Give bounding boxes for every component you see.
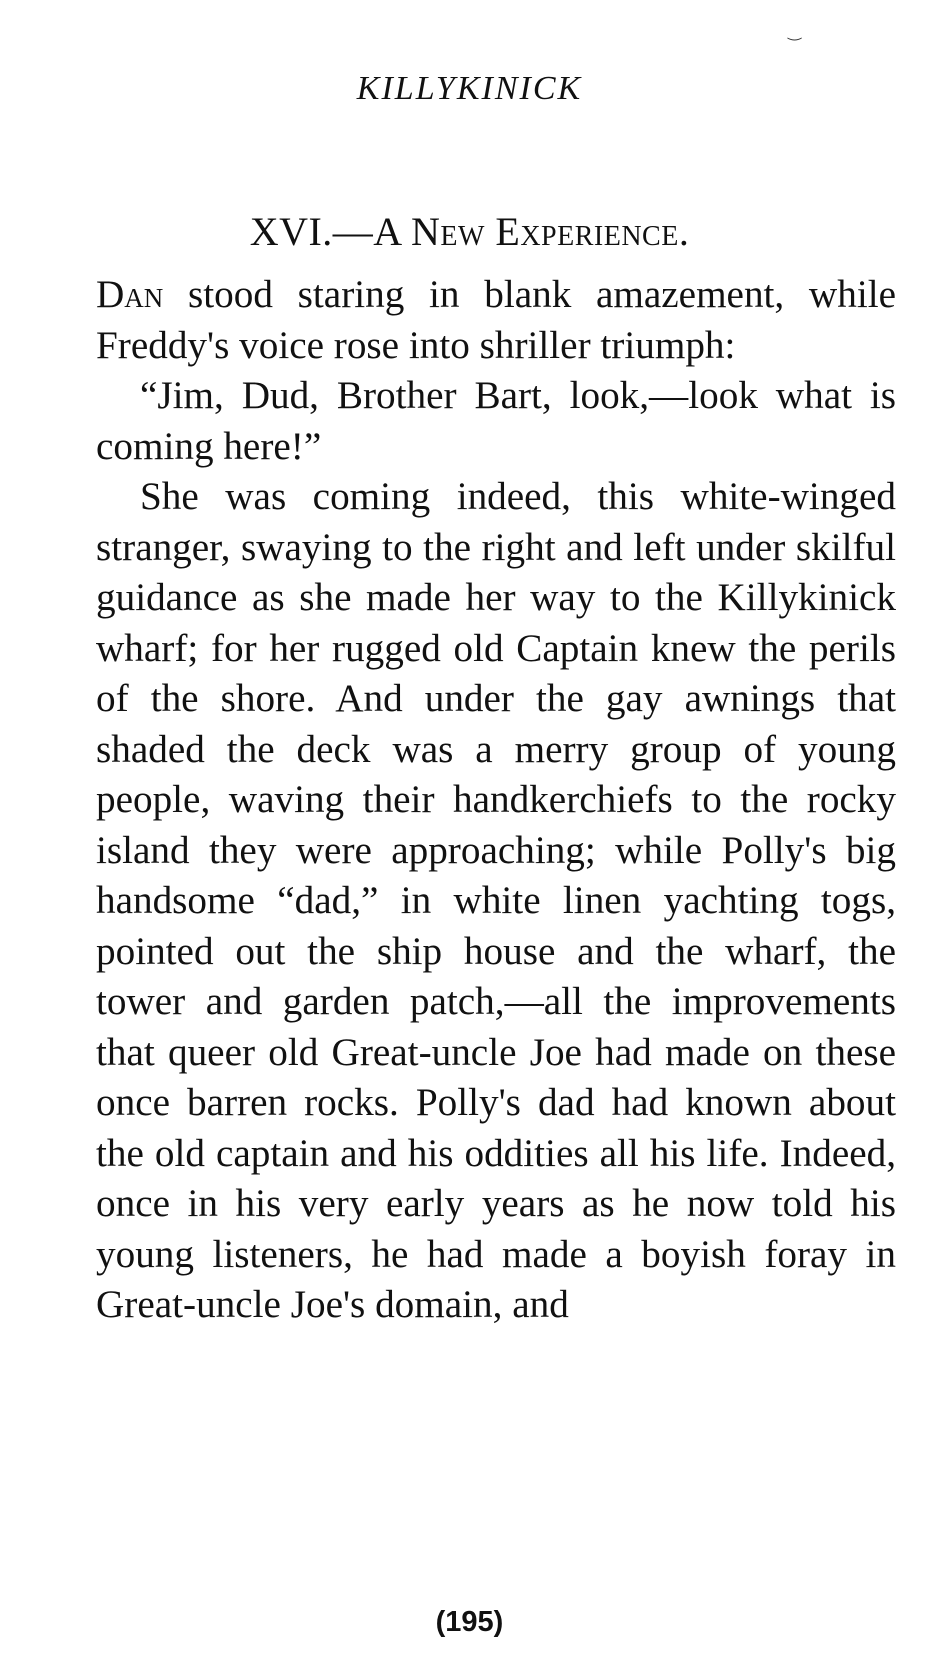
print-speck: ‿: [788, 24, 801, 41]
paragraph-2: [96, 371, 896, 472]
paragraph-3: [96, 472, 896, 1331]
lead-word: Dan: [96, 273, 164, 316]
chapter-heading: XVI.—A New Experience.: [249, 209, 690, 254]
paragraph-text: stood staring in blank amazement, while Freddy's voice rose into shriller triumph:: [96, 273, 896, 367]
running-head: KILLYKINICK: [356, 70, 583, 107]
paragraph-1: [96, 270, 896, 371]
paragraph-text: She was coming indeed, this white-winged stranger, swaying to the right and left under skilful guidance as she made her way to the Killykinick wharf; for her rugged old Captain knew the perils of the shore. And under the gay awnings that shaded the deck was a merry group of young people, waving their handkerchiefs to the rocky island they were approaching; while Polly's big handsome “dad,” in white linen yachting togs, pointed out the ship house and the wharf, the tower and garden patch,—all the improvements that queer old Great-uncle Joe had made on these once barren rocks. Polly's dad had known about the old captain and his oddities all his life. Indeed, once in his very early years as he now told his young listeners, he had made a boyish foray in Great-uncle Joe's domain, and: [96, 475, 896, 1326]
paragraph-text: “Jim, Dud, Brother Bart, look,—look what is coming here!”: [96, 374, 896, 468]
page-number: (195): [435, 1606, 504, 1638]
body-text: [96, 270, 896, 1331]
